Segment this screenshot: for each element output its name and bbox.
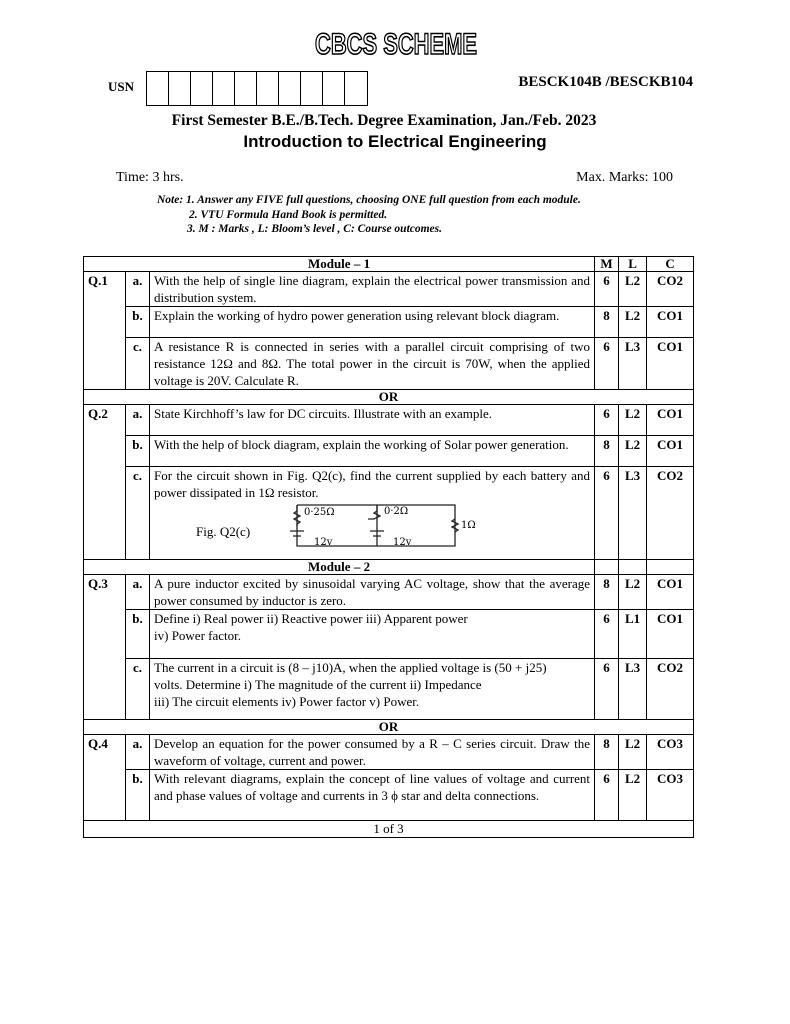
usn-box <box>279 72 301 105</box>
r2-label: 0·2Ω <box>384 506 409 517</box>
cbcs-scheme-banner <box>313 26 479 60</box>
question-line: iv) Power factor. <box>154 628 242 643</box>
battery1-label: 12v <box>314 537 333 548</box>
page-number: 1 of 3 <box>84 821 694 838</box>
sub-label: c. <box>126 659 150 720</box>
question-row <box>84 436 694 467</box>
outcome-value: CO2 <box>647 272 694 307</box>
marks-value: 6 <box>595 467 619 560</box>
question-row <box>84 735 694 770</box>
level-value: L2 <box>619 575 647 610</box>
question-text: A pure inductor excited by sinusoidal varying AC voltage, show that the average power consumed by inductor is zero. <box>150 575 595 610</box>
usn-box <box>323 72 345 105</box>
or-text: OR <box>84 720 694 735</box>
marks-value: 8 <box>595 575 619 610</box>
sub-label: a. <box>126 735 150 770</box>
outcome-value: CO2 <box>647 467 694 560</box>
level-value: L2 <box>619 307 647 338</box>
marks-value: 6 <box>595 405 619 436</box>
module-2-header-row <box>84 560 694 575</box>
question-row <box>84 575 694 610</box>
question-line: iii) The circuit elements iv) Power factor v) Power. <box>154 694 420 709</box>
marks-value: 8 <box>595 735 619 770</box>
level-value: L2 <box>619 735 647 770</box>
note-line-1: Note: 1. Answer any FIVE full questions, choosing ONE full question from each module. <box>157 194 581 206</box>
marks-value: 6 <box>595 659 619 720</box>
question-row <box>84 338 694 390</box>
note-line-3: 3. M : Marks , L: Bloom’s level , C: Course outcomes. <box>187 223 443 235</box>
marks-header: M <box>595 257 619 272</box>
instructions-note <box>157 193 581 237</box>
level-value: L3 <box>619 659 647 720</box>
sub-label: b. <box>126 307 150 338</box>
usn-box <box>169 72 191 105</box>
question-row <box>84 770 694 821</box>
marks-value: 6 <box>595 610 619 659</box>
question-text: Develop an equation for the power consumed by a R – C series circuit. Draw the waveform of voltage, current and power. <box>150 735 595 770</box>
question-text: With relevant diagrams, explain the concept of line values of voltage and current and phase values of voltage and currents in 3 ϕ star and delta connections. <box>150 770 595 821</box>
question-cell <box>150 467 595 560</box>
level-header: L <box>619 257 647 272</box>
outcome-value: CO1 <box>647 575 694 610</box>
question-line: volts. Determine i) The magnitude of the current ii) Impedance <box>154 677 482 692</box>
outcome-value: CO1 <box>647 338 694 390</box>
level-value: L2 <box>619 770 647 821</box>
question-row <box>84 610 694 659</box>
sub-label: b. <box>126 436 150 467</box>
time-allowed: Time: 3 hrs. <box>116 170 184 185</box>
outcome-value: CO3 <box>647 770 694 821</box>
question-row <box>84 405 694 436</box>
sub-label: a. <box>126 272 150 307</box>
r1-label: 0·25Ω <box>304 507 335 518</box>
question-number: Q.4 <box>84 735 126 821</box>
outcome-value: CO1 <box>647 610 694 659</box>
level-value: L3 <box>619 467 647 560</box>
or-divider-row <box>84 390 694 405</box>
question-text: Explain the working of hydro power generation using relevant block diagram. <box>150 307 595 338</box>
sub-label: a. <box>126 575 150 610</box>
module-heading: Module – 1 <box>84 257 595 272</box>
outcome-header: C <box>647 257 694 272</box>
question-line: The current in a circuit is (8 – j10)A, when the applied voltage is (50 + j25) <box>154 660 547 675</box>
sub-label: b. <box>126 610 150 659</box>
paper-code: BESCK104B /BESCKB104 <box>518 74 693 90</box>
usn-box <box>235 72 257 105</box>
question-cell <box>150 610 595 659</box>
module-heading: Module – 2 <box>84 560 595 575</box>
marks-value: 6 <box>595 338 619 390</box>
question-table <box>83 256 694 838</box>
usn-label: USN <box>108 79 135 94</box>
marks-value: 8 <box>595 436 619 467</box>
question-row <box>84 307 694 338</box>
question-cell <box>150 659 595 720</box>
battery2-label: 12v <box>393 537 412 548</box>
level-value: L2 <box>619 405 647 436</box>
question-number: Q.1 <box>84 272 126 390</box>
question-text: A resistance R is connected in series with a parallel circuit comprising of two resistance 12Ω and 8Ω. The total power in the circuit is 70W, when the applied voltage is 20V. Calculate R. <box>150 338 595 390</box>
usn-box <box>191 72 213 105</box>
usn-box <box>345 72 367 105</box>
question-number: Q.3 <box>84 575 126 720</box>
marks-value: 8 <box>595 307 619 338</box>
question-line: Define i) Real power ii) Reactive power iii) Apparent power <box>154 611 468 626</box>
outcome-value: CO1 <box>647 405 694 436</box>
r3-label: 1Ω <box>461 520 476 531</box>
subject-title: Introduction to Electrical Engineering <box>243 132 547 151</box>
circuit-diagram <box>292 501 482 551</box>
question-text: State Kirchhoff’s law for DC circuits. Illustrate with an example. <box>150 405 595 436</box>
or-text: OR <box>84 390 694 405</box>
page-footer-row <box>84 821 694 838</box>
sub-label: c. <box>126 338 150 390</box>
usn-box <box>147 72 169 105</box>
question-text: With the help of single line diagram, explain the electrical power transmission and distribution system. <box>150 272 595 307</box>
max-marks: Max. Marks: 100 <box>576 170 673 185</box>
outcome-value: CO1 <box>647 436 694 467</box>
marks-value: 6 <box>595 272 619 307</box>
exam-title: First Semester B.E./B.Tech. Degree Examination, Jan./Feb. 2023 <box>171 112 597 129</box>
note-line-2: 2. VTU Formula Hand Book is permitted. <box>189 208 388 221</box>
or-divider-row <box>84 720 694 735</box>
usn-box <box>213 72 235 105</box>
marks-value: 6 <box>595 770 619 821</box>
sub-label: b. <box>126 770 150 821</box>
usn-box <box>301 72 323 105</box>
question-text: For the circuit shown in Fig. Q2(c), find the current supplied by each battery and power dissipated in 1Ω resistor. <box>154 468 591 500</box>
usn-box <box>257 72 279 105</box>
question-row <box>84 467 694 560</box>
level-value: L2 <box>619 436 647 467</box>
figure-caption: Fig. Q2(c) <box>196 524 251 539</box>
banner-text: CBCS SCHEME <box>315 28 477 61</box>
outcome-value: CO3 <box>647 735 694 770</box>
question-number: Q.2 <box>84 405 126 560</box>
sub-label: a. <box>126 405 150 436</box>
question-row <box>84 272 694 307</box>
outcome-value: CO2 <box>647 659 694 720</box>
module-1-header-row <box>84 257 694 272</box>
figure-q2c <box>154 501 590 553</box>
question-row <box>84 659 694 720</box>
level-value: L1 <box>619 610 647 659</box>
usn-boxes <box>146 71 368 106</box>
level-value: L3 <box>619 338 647 390</box>
outcome-value: CO1 <box>647 307 694 338</box>
sub-label: c. <box>126 467 150 560</box>
question-text: With the help of block diagram, explain the working of Solar power generation. <box>150 436 595 467</box>
level-value: L2 <box>619 272 647 307</box>
